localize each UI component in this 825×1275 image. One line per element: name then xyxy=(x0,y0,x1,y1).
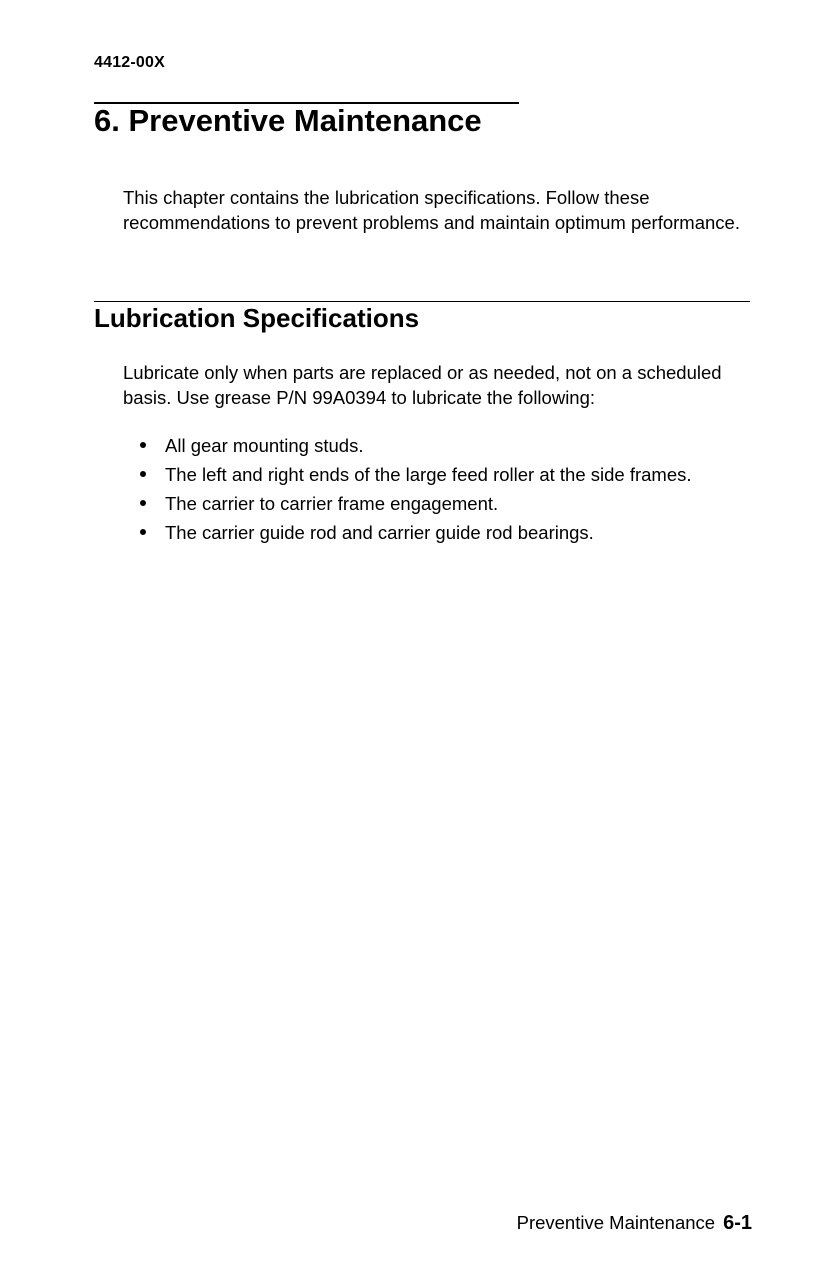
list-item xyxy=(137,431,777,460)
lubrication-paragraph: Lubricate only when parts are replaced or as needed, not on a scheduled basis. Use grease P/N 99A0394 to lubricate the following: xyxy=(123,362,722,408)
footer-section-name: Preventive Maintenance xyxy=(516,1212,716,1233)
list-item-text: The left and right ends of the large feed roller at the side frames. xyxy=(165,464,692,485)
page-number: 6-1 xyxy=(723,1212,752,1234)
list-item-text: The carrier to carrier frame engagement. xyxy=(165,493,499,514)
model-number: 4412-00X xyxy=(94,54,165,71)
bullet-icon xyxy=(140,442,146,448)
chapter-intro: This chapter contains the lubrication specifications. Follow these recommendations to prevent problems and maintain optimum performance. xyxy=(123,187,740,233)
chapter-title: 6. Preventive Maintenance xyxy=(94,103,482,138)
list-item-text: The carrier guide rod and carrier guide rod bearings. xyxy=(165,522,594,543)
lubrication-list xyxy=(137,431,777,547)
list-item xyxy=(137,489,777,518)
list-item xyxy=(137,460,777,489)
bullet-icon xyxy=(140,500,146,506)
list-item xyxy=(137,518,777,547)
bullet-icon xyxy=(140,529,146,535)
list-item-text: All gear mounting studs. xyxy=(165,435,364,456)
section-title: Lubrication Specifications xyxy=(94,303,420,333)
page-footer xyxy=(517,1212,752,1235)
bullet-icon xyxy=(140,471,146,477)
